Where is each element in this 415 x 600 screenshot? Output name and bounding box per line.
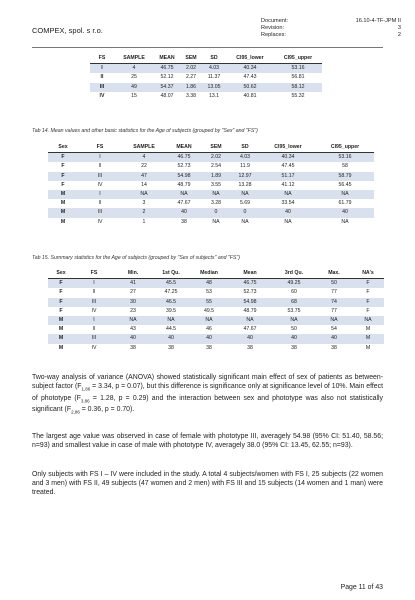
- table-cell: 4: [122, 153, 166, 163]
- subjects-paragraph: Only subjects with FS I – IV were included in the study. A total 4 subjects/women with FS I, 25 subjects (22 women and 3 men) with FS II, 49 subjects (47 women and 2 men) with FS III and 15 subjects (14 women and 1 man) were treated.: [32, 471, 383, 497]
- table-cell: 53.16: [274, 64, 322, 74]
- sex-fs-age-stats-table: [48, 143, 374, 227]
- col-header: SEM: [210, 144, 222, 150]
- table-cell: 2: [122, 208, 166, 217]
- table-cell: IV: [99, 92, 105, 99]
- text-run: = 0.36, p = 0.70).: [79, 406, 135, 414]
- replaces-value: 2: [397, 32, 401, 38]
- table-cell: 54.98: [228, 298, 272, 307]
- table-cell: 0: [230, 208, 260, 217]
- table-cell: 48.79: [177, 181, 191, 188]
- table-cell: 58: [342, 163, 348, 170]
- table-cell: III: [74, 298, 114, 307]
- table-cell: 54.37: [154, 83, 180, 92]
- table-cell: 56.45: [338, 181, 352, 188]
- table-cell: NA: [228, 316, 272, 325]
- table-cell: NA: [122, 190, 166, 199]
- table-cell: 40: [228, 334, 272, 343]
- table-cell: 3.38: [185, 92, 197, 99]
- table-cell: 2.02: [202, 153, 230, 163]
- table-cell: M: [48, 208, 78, 217]
- table-caption: Tab 15. Summary statistics for the Age of subjects (grouped by "Sex of subjects" and "FS"): [32, 255, 240, 261]
- table-cell: 4.03: [230, 153, 260, 163]
- col-header: 1st Qu.: [162, 270, 180, 276]
- table-cell: II: [98, 163, 102, 170]
- table-cell: 77: [331, 307, 337, 314]
- table-cell: NA: [202, 190, 230, 199]
- table-cell: 38: [331, 344, 337, 351]
- table-cell: 56.81: [291, 74, 305, 81]
- table-cell: NA: [190, 316, 228, 325]
- replaces-label: Replaces:: [261, 32, 286, 38]
- table-cell: M: [48, 190, 78, 199]
- table-cell: I: [74, 316, 114, 325]
- table-cell: 50: [316, 279, 352, 289]
- col-header: NA's: [362, 270, 374, 276]
- table-cell: 39.5: [165, 307, 177, 314]
- col-header: 3rd Qu.: [284, 270, 304, 276]
- table-cell: 33.54: [281, 200, 295, 207]
- page-number: Page 11 of 43: [340, 584, 383, 591]
- col-header: SD: [241, 144, 249, 150]
- table-cell: M: [365, 326, 371, 333]
- table-cell: 1.86: [180, 83, 202, 92]
- table-cell: III: [78, 172, 122, 181]
- table-cell: 61.79: [338, 200, 352, 207]
- col-header: Sex: [56, 270, 66, 276]
- col-header: Mean: [243, 270, 257, 276]
- table-cell: II: [92, 326, 96, 333]
- table-cell: 50: [291, 326, 297, 333]
- table-cell: 41: [114, 279, 152, 289]
- document-info: [261, 18, 401, 39]
- table-row: [48, 334, 384, 343]
- table-cell: M: [60, 218, 66, 225]
- table-cell: III: [78, 208, 122, 217]
- table-cell: 4.03: [202, 64, 226, 74]
- table-cell: 38: [130, 344, 136, 351]
- table-cell: NA: [166, 190, 202, 199]
- anova-paragraph: [32, 373, 383, 417]
- table-cell: M: [352, 334, 384, 343]
- table-row: [48, 181, 374, 190]
- table-row: [48, 344, 384, 353]
- table-cell: F: [59, 307, 63, 314]
- table-cell: 25: [131, 74, 137, 81]
- table-cell: NA: [316, 190, 374, 199]
- col-header: CI95_lower: [274, 144, 302, 150]
- col-header: FS: [96, 144, 104, 150]
- table-cell: III: [90, 83, 114, 92]
- table-cell: 11.37: [207, 74, 221, 81]
- table-cell: 2.27: [185, 74, 197, 81]
- table-cell: I: [78, 190, 122, 199]
- subscript: 2,86: [71, 409, 80, 415]
- table-cell: 1.89: [202, 172, 230, 181]
- table-row: [48, 316, 384, 325]
- table-cell: 51.17: [260, 172, 316, 181]
- table-cell: 47.25: [164, 289, 178, 296]
- col-header: MEAN: [159, 55, 175, 61]
- table-cell: 50.62: [226, 83, 274, 92]
- subscript: 3,86: [80, 397, 90, 403]
- table-row: [90, 64, 322, 74]
- table-cell: NA: [272, 316, 316, 325]
- table-cell: 47: [122, 172, 166, 181]
- table-cell: 52.73: [177, 163, 191, 170]
- subscript: 1,86: [81, 386, 91, 392]
- table-cell: 12.97: [230, 172, 260, 181]
- col-header: FS: [90, 270, 98, 276]
- table-cell: 3: [142, 200, 146, 207]
- table-row: [48, 307, 384, 316]
- table-cell: 11.9: [240, 163, 250, 170]
- col-header: MEAN: [176, 144, 192, 150]
- header-divider: [32, 47, 383, 48]
- table-cell: II: [100, 74, 104, 81]
- table-cell: 15: [131, 92, 137, 99]
- table-cell: 5.69: [239, 200, 251, 207]
- table-cell: F: [48, 298, 74, 307]
- table-cell: 53.16: [316, 153, 374, 163]
- table-cell: NA: [341, 218, 349, 225]
- table-cell: 13.05: [202, 83, 226, 92]
- table-cell: F: [366, 289, 370, 296]
- table-cell: 52.12: [160, 74, 174, 81]
- table-cell: 49.5: [203, 307, 215, 314]
- table-cell: 54: [331, 326, 337, 333]
- table-cell: 38: [247, 344, 253, 351]
- table-cell: 54.98: [166, 172, 202, 181]
- text-run: = 3.34, p = 0.07), but this difference is significance only at significance level of 10%. Main effect of phototype (F: [32, 383, 383, 402]
- table-cell: 44.5: [165, 326, 177, 333]
- table-cell: 47.67: [177, 200, 191, 207]
- table-cell: M: [48, 334, 74, 343]
- col-header: SD: [210, 55, 218, 61]
- table-caption: Tab 14. Mean values and other basic statistics for the Age of subjects (grouped by "Sex" and "FS"): [32, 128, 258, 134]
- table-cell: 43: [130, 326, 136, 333]
- table-cell: 4: [114, 64, 154, 74]
- col-header: Max.: [328, 270, 340, 276]
- table-cell: 27: [130, 289, 136, 296]
- company-name: COMPEX, spol. s r.o.: [32, 26, 103, 35]
- table-cell: 58.79: [316, 172, 374, 181]
- table-cell: NA: [152, 316, 190, 325]
- table-cell: 30: [114, 298, 152, 307]
- table-cell: 68: [272, 298, 316, 307]
- table-cell: 41.12: [281, 181, 295, 188]
- table-cell: 13.1: [208, 92, 220, 99]
- table-row: [48, 218, 374, 227]
- table-cell: NA: [260, 190, 316, 199]
- table-row: [48, 298, 384, 307]
- table-cell: 40.34: [226, 64, 274, 74]
- table-cell: 40.34: [260, 153, 316, 163]
- table-row: [48, 279, 384, 289]
- fs-age-stats-table: [90, 54, 322, 101]
- table-cell: 40: [152, 334, 190, 343]
- document-value: 16.10-4-TF-JPM II: [355, 18, 401, 24]
- table-cell: 0: [202, 208, 230, 217]
- table-cell: F: [48, 279, 74, 289]
- table-cell: F: [48, 172, 78, 181]
- table-cell: IV: [97, 181, 103, 188]
- col-header: Sex: [58, 144, 68, 150]
- table-row: [48, 208, 374, 217]
- col-header: SAMPLE: [123, 55, 145, 61]
- table-cell: NA: [316, 316, 352, 325]
- table-cell: NA: [230, 190, 260, 199]
- table-cell: F: [352, 279, 384, 289]
- table-cell: 3.28: [210, 200, 222, 207]
- text-run: Two-way analysis of variance (ANOVA) showed statistically significant main effect of sex of patients as between-subject factor (F: [32, 374, 383, 391]
- col-header: CI95_lower: [236, 55, 264, 61]
- table-cell: M: [58, 344, 64, 351]
- table-cell: 1: [142, 218, 146, 225]
- table-cell: 3.55: [210, 181, 222, 188]
- table-row: [48, 153, 374, 163]
- table-cell: NA: [284, 218, 292, 225]
- col-header: Min.: [127, 270, 139, 276]
- table-cell: 60: [291, 289, 297, 296]
- col-header: CI95_upper: [283, 55, 313, 61]
- table-cell: F: [366, 307, 370, 314]
- table-cell: 40: [272, 334, 316, 343]
- table-cell: 48.07: [160, 92, 174, 99]
- table-row: [48, 190, 374, 199]
- table-row: [90, 73, 322, 82]
- table-cell: M: [60, 200, 66, 207]
- table-cell: 48.79: [243, 307, 257, 314]
- table-cell: 40: [316, 208, 374, 217]
- col-header: SEM: [185, 55, 197, 61]
- table-cell: 40.81: [243, 92, 257, 99]
- table-cell: F: [352, 298, 384, 307]
- table-cell: I: [90, 64, 114, 74]
- table-cell: IV: [91, 307, 97, 314]
- table-cell: 22: [141, 163, 147, 170]
- table-row: [48, 325, 384, 334]
- table-cell: 2.02: [180, 64, 202, 74]
- table-cell: III: [74, 334, 114, 343]
- table-cell: 2.54: [210, 163, 222, 170]
- table-cell: 55: [190, 298, 228, 307]
- table-cell: 40: [166, 208, 202, 217]
- table-cell: IV: [97, 218, 103, 225]
- table-cell: 23: [130, 307, 136, 314]
- table-row: [48, 162, 374, 171]
- table-cell: 53: [206, 289, 212, 296]
- table-cell: 47.67: [243, 326, 257, 333]
- table-cell: 52.73: [243, 289, 257, 296]
- table-cell: 40: [190, 334, 228, 343]
- table-cell: F: [61, 163, 65, 170]
- table-cell: 58.12: [274, 83, 322, 92]
- table-cell: 40: [260, 208, 316, 217]
- table-cell: NA: [114, 316, 152, 325]
- table-cell: F: [61, 181, 65, 188]
- table-cell: 38: [206, 344, 212, 351]
- table-cell: 77: [331, 289, 337, 296]
- table-cell: I: [74, 279, 114, 289]
- age-paragraph: The largest age value was observed in case of female with phototype III, averagely 54.98 (95% CI: 51.40, 58.56; n=93) and smallest value in case of male with phototype IV, averagely 38.0 (95% CI: 13.45, 62.55; n=93).: [32, 433, 383, 450]
- table-cell: 74: [316, 298, 352, 307]
- table-cell: F: [59, 289, 63, 296]
- table-cell: NA: [212, 218, 220, 225]
- col-header: SAMPLE: [133, 144, 155, 150]
- table-cell: 40: [316, 334, 352, 343]
- table-cell: M: [365, 344, 371, 351]
- table-cell: 48: [190, 279, 228, 289]
- table-cell: 46.5: [152, 298, 190, 307]
- col-header: CI95_upper: [330, 144, 360, 150]
- table-cell: 46.75: [154, 64, 180, 74]
- table-row: [90, 83, 322, 92]
- revision-value: 3: [397, 25, 401, 31]
- table-cell: 47.43: [243, 74, 257, 81]
- table-cell: 38: [168, 344, 174, 351]
- table-cell: 55.32: [291, 92, 305, 99]
- table-cell: II: [92, 289, 96, 296]
- table-cell: F: [48, 153, 78, 163]
- table-cell: 49.25: [272, 279, 316, 289]
- table-cell: 47.45: [281, 163, 295, 170]
- table-cell: NA: [352, 316, 384, 325]
- table-cell: 46.75: [166, 153, 202, 163]
- table-cell: 13.28: [238, 181, 252, 188]
- table-cell: IV: [91, 344, 97, 351]
- table-cell: NA: [241, 218, 249, 225]
- table-cell: 46: [206, 326, 212, 333]
- table-cell: M: [58, 326, 64, 333]
- revision-label: Revision:: [261, 25, 285, 31]
- table-cell: 46.75: [228, 279, 272, 289]
- col-header: FS: [98, 55, 106, 61]
- table-row: [90, 92, 322, 101]
- table-row: [48, 288, 384, 297]
- table-cell: I: [78, 153, 122, 163]
- table-cell: 45.5: [152, 279, 190, 289]
- table-cell: M: [48, 316, 74, 325]
- text-run: = 1.28, p = 0.29) and the interaction between sex and phototype was also not statistically significant (F: [32, 394, 383, 414]
- table-cell: II: [98, 200, 102, 207]
- table-cell: 40: [114, 334, 152, 343]
- table-row: [48, 172, 374, 181]
- col-header: Median: [200, 270, 218, 276]
- table-cell: 38: [291, 344, 297, 351]
- table-cell: 53.75: [287, 307, 301, 314]
- sex-fs-age-summary-table: [48, 269, 384, 353]
- table-cell: 49: [114, 83, 154, 92]
- document-label: Document:: [261, 18, 289, 24]
- table-cell: 38: [181, 218, 187, 225]
- table-cell: 14: [141, 181, 147, 188]
- table-row: [48, 199, 374, 208]
